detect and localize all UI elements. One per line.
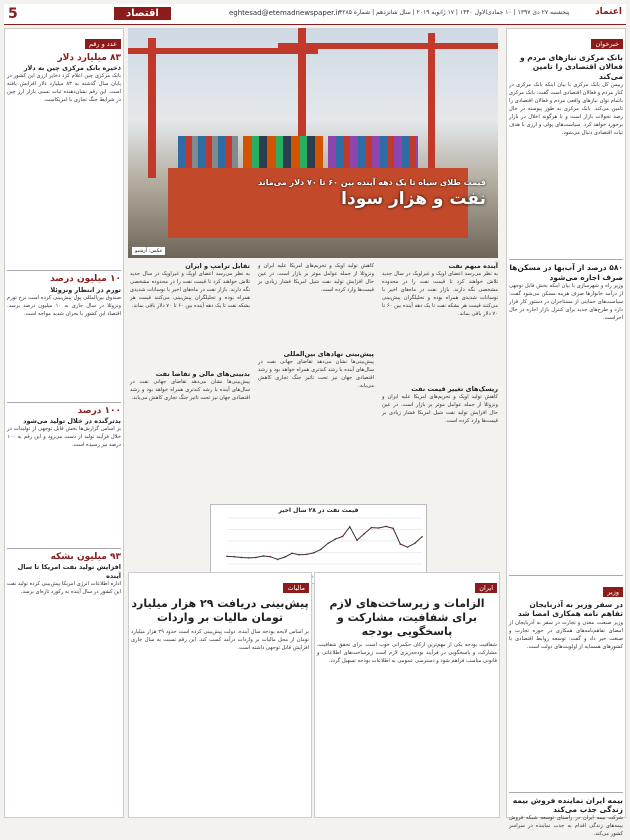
data-point bbox=[378, 527, 380, 529]
data-point bbox=[277, 559, 279, 561]
data-point bbox=[400, 543, 402, 545]
data-point bbox=[392, 528, 394, 530]
subhead: ریسک‌های تغییر قیمت نفت bbox=[411, 385, 498, 394]
right-column bbox=[506, 28, 626, 838]
article-body: کاهش تولید اوپک و تحریم‌های امریکا علیه ایران و ونزوئلا از جمله عوامل موثر بر بازار است. در عین حال افزایش تولید نفت شیل امریکا فشار زیادی بر قیمت‌ها وارد کرده است. bbox=[258, 263, 374, 293]
data-point bbox=[356, 539, 358, 541]
data-point bbox=[363, 533, 365, 535]
number-body: صندوق بین‌المللی پول پیش‌بینی کرده است نرخ تورم ونزوئلا در سال جاری به ۱۰ میلیون درصد برسد. اقتصاد این کشور با بحران شدید مواجه است. bbox=[7, 294, 121, 317]
logo: اعتماد bbox=[595, 7, 622, 17]
story-body: وزیر راه و شهرسازی با بیان اینکه بخش قابل توجهی از درآمد خانوارها صرف هزینه مسکن می‌شود گفت: سیاست‌های حمایتی از مستاجران در دستور کار قرار دارد و طرح‌های جدید برای کنترل بازار اجاره در حال اجراست. bbox=[509, 282, 623, 321]
data-point bbox=[241, 557, 243, 559]
bottom-headline-a[interactable]: الزامات و زیرساخت‌های لازم برای شفافیت، مشارکت و پاسخگویی بودجه bbox=[329, 597, 485, 638]
bottom-body-a: شفافیت بودجه یکی از مهم‌ترین ارکان حکمرانی خوب است. برای تحقق شفافیت، مشارکت و پاسخگویی در فرآیند بودجه‌ریزی لازم است زیرساخت‌های اطلاعاتی و قانونی مناسب فراهم شود و دسترسی عمومی به اطلاعات بودجه تسهیل گردد. bbox=[317, 642, 497, 665]
lead-headline[interactable]: نفت و هزار سودا bbox=[341, 189, 486, 209]
number-subtitle[interactable]: بدترگنده در خلال تولید می‌شود bbox=[23, 417, 121, 425]
story-body: شرکت بیمه ایران در راستای توسعه شبکه فروش بیمه‌های زندگی اقدام به جذب نماینده در سراسر کشور می‌کند. bbox=[509, 815, 623, 838]
data-point bbox=[335, 538, 337, 540]
tag-bottom-a: ایران bbox=[475, 583, 497, 593]
data-point bbox=[371, 527, 373, 529]
data-point bbox=[313, 552, 315, 554]
chart-title: قیمت نفت در ۲۸ سال اخیر bbox=[278, 507, 359, 514]
photo-credit: عکس: آرشیو bbox=[132, 247, 165, 255]
story-title[interactable]: در سفر وزیر به آذربایجان تفاهم نامه همکاری امضا شد bbox=[517, 599, 623, 619]
data-point bbox=[255, 557, 257, 559]
data-point bbox=[270, 556, 272, 558]
data-point bbox=[407, 546, 409, 548]
article-body: پیش‌بینی‌ها نشان می‌دهد تقاضای جهانی نفت در سال‌های آینده با رشد کندتری همراه خواهد بود و رشد اقتصادی جهان نیز تحت تاثیر جنگ تجاری کاهش می‌یابد. bbox=[130, 379, 250, 402]
subhead: پیش‌بینی نهادهای بین‌المللی bbox=[283, 350, 374, 358]
tag-numbers: عدد و رقم bbox=[85, 39, 121, 49]
data-point bbox=[284, 556, 286, 558]
data-point bbox=[248, 557, 250, 559]
photo-kicker: قیمت طلای سیاه تا یک دهه آینده بین ۶۰ تا ۷۰ دلار می‌ماند bbox=[258, 178, 486, 187]
number-title: ۸۳ میلیارد دلار bbox=[57, 53, 121, 63]
section-label: اقتصاد bbox=[114, 7, 171, 20]
number-subtitle[interactable]: تورم در انتظار ونزوئلا bbox=[50, 285, 121, 294]
data-point bbox=[349, 526, 351, 528]
data-point bbox=[291, 552, 293, 554]
number-title: ۹۳ میلیون بشکه bbox=[50, 552, 121, 563]
story-body: وزیر صنعت، معدن و تجارت در سفر به آذربایجان از امضای تفاهم‌نامه‌های همکاری در حوزه تجارت و صنعت خبر داد و گفت: توسعه روابط اقتصادی با کشورهای همسایه از اولویت‌های دولت است. bbox=[509, 619, 623, 650]
tag-news: خبرخوان bbox=[591, 39, 623, 49]
data-point bbox=[262, 555, 264, 557]
series-line bbox=[227, 526, 422, 559]
data-point bbox=[421, 536, 423, 538]
number-title: ۱۰ میلیون درصد bbox=[50, 274, 121, 285]
subhead: تقابل ترامپ و ایران bbox=[185, 262, 250, 270]
article-body: کاهش تولید اوپک و تحریم‌های امریکا علیه ایران و ونزوئلا از جمله عوامل موثر بر بازار است. در عین حال افزایش تولید نفت شیل امریکا فشار زیادی بر قیمت‌ها وارد کرده است. bbox=[382, 394, 498, 425]
dateline: پنجشنبه ۲۷ دی ۱۳۹۷ | ۱۰ جمادی‌الاول ۱۴۴۰ | ۱۷ ژانویه ۲۰۱۹ | سال شانزدهم | شماره ۴۲۸۵ bbox=[339, 9, 570, 16]
number-title: ۱۰۰ درصد bbox=[77, 405, 121, 416]
number-subtitle[interactable]: ذخیره بانک مرکزی چین به دلار bbox=[23, 64, 121, 73]
subhead: آینده مبهم نفت bbox=[448, 262, 498, 270]
data-point bbox=[385, 526, 387, 528]
bottom-headline-b[interactable]: پیش‌بینی دریافت ۲۹ هزار میلیارد تومان مالیات بر واردات bbox=[131, 597, 309, 624]
data-point bbox=[327, 543, 329, 545]
data-point bbox=[233, 556, 235, 558]
article-body: به نظر می‌رسد اعضای اوپک و غیراوپک در سال جدید تلاش خواهند کرد تا قیمت نفت را در محدوده مشخصی نگه دارند. بازار نفت در ماه‌های اخیر با نوسانات شدیدی همراه بوده و تحلیلگران پیش‌بینی می‌کنند قیمت هر بشکه نفت تا یک دهه آینده بین ۶۰ تا ۷۰ دلار باقی بماند. bbox=[130, 271, 250, 310]
data-point bbox=[298, 554, 300, 556]
tag-minister: وزیر bbox=[603, 587, 623, 597]
page-number: 5 bbox=[8, 6, 18, 22]
number-subtitle[interactable]: افزایش تولید نفت امریکا تا سال آینده bbox=[17, 563, 121, 580]
chart-svg bbox=[213, 514, 426, 578]
data-point bbox=[414, 543, 416, 545]
left-column bbox=[4, 28, 124, 818]
story-title[interactable]: بانک مرکزی نیازهای مردم و فعالان اقتصادی را تامین می‌کند bbox=[519, 53, 623, 81]
story-title[interactable]: ۵۸۰ درصد از آب‌بها در مسکن‌ها صرف اجاره می‌شود bbox=[509, 263, 623, 282]
email[interactable]: eghtesad@etemadnewspaper.ir bbox=[229, 9, 341, 17]
tag-bottom-b: مالیات bbox=[283, 583, 309, 593]
number-body: بر اساس گزارش‌ها بخش قابل توجهی از تولیدات در خلال فرآیند تولید از دست می‌رود و این رقم به ۱۰۰ درصد نیز رسیده است. bbox=[7, 426, 121, 449]
subhead: بدبینی‌های مالی و تقاضا نفت bbox=[155, 370, 250, 379]
masthead bbox=[4, 4, 626, 25]
bottom-story-a bbox=[314, 572, 500, 818]
story-body: رییس کل بانک مرکزی با بیان اینکه بانک مرکزی در کنار مردم و فعالان اقتصادی است گفت: بانک مرکزی باتمام توان نیازهای واقعی مردم و فعالان اقتصادی را تامین می‌کند. بانک مرکزی به طور پیوسته در حال رصد تحولات بازار است و با هرگونه اخلال در بازار برخورد خواهد کرد. سیاست‌های پولی و ارزی با هدف ثبات اقتصادی دنبال می‌شود. bbox=[509, 82, 623, 137]
data-point bbox=[320, 549, 322, 551]
story-title[interactable]: بیمه ایران نماینده فروش بیمه زندگی جذب می‌کند bbox=[512, 795, 623, 814]
bottom-story-b bbox=[128, 572, 312, 818]
bottom-body-b: بر اساس لایحه بودجه سال آینده، دولت پیش‌بینی کرده است حدود ۲۹ هزار میلیارد تومان از محل مالیات بر واردات درآمد کسب کند. این رقم نسبت به سال جاری افزایش قابل توجهی داشته است. bbox=[131, 628, 309, 651]
data-point bbox=[342, 536, 344, 538]
number-body: اداره اطلاعات انرژی امریکا پیش‌بینی کرده تولید نفت این کشور در سال آینده به رکورد تازه‌ای برسد. bbox=[7, 580, 121, 595]
number-body: بانک مرکزی چین اعلام کرد ذخایر ارزی این کشور در پایان سال گذشته به ۸۳ میلیارد دلار افزایش یافته است. این رقم نشان‌دهنده ثبات نسبی بازار ارز چین در شرایط جنگ تجاری با امریکاست. bbox=[7, 73, 121, 104]
data-point bbox=[226, 556, 228, 558]
article-body: پیش‌بینی‌ها نشان می‌دهد تقاضای جهانی نفت در سال‌های آینده با رشد کندتری همراه خواهد بود و رشد اقتصادی جهان نیز تحت تاثیر جنگ تجاری کاهش می‌یابد. bbox=[258, 359, 374, 390]
lead-photo[interactable] bbox=[128, 28, 498, 258]
article-body: به نظر می‌رسد اعضای اوپک و غیراوپک در سال جدید تلاش خواهند کرد تا قیمت نفت را در محدوده مشخصی نگه دارند. بازار نفت در ماه‌های اخیر با نوسانات شدیدی همراه بوده و تحلیلگران پیش‌بینی می‌کنند قیمت هر بشکه نفت تا یک دهه آینده بین ۶۰ تا ۷۰ دلار باقی بماند. bbox=[382, 271, 498, 318]
data-point bbox=[306, 554, 308, 556]
